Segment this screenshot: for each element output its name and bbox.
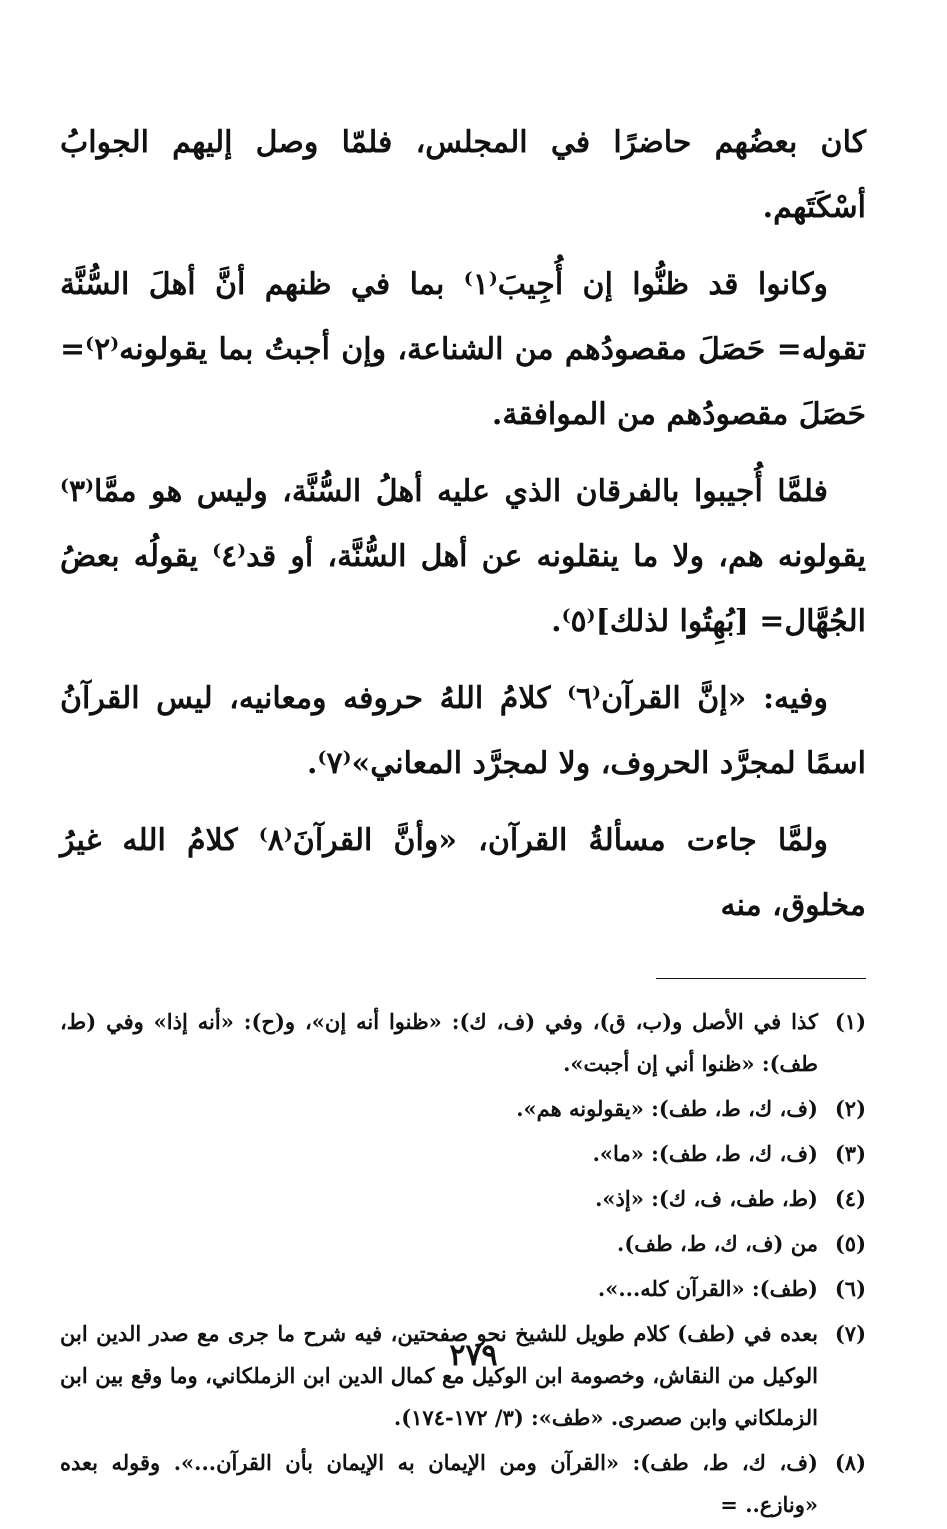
footnote — [60, 1442, 866, 1526]
footnote-text: (ط، طف، ف، ك): «إذ». — [595, 1186, 818, 1211]
paragraph: وفيه: «إنَّ القرآن⁽٦⁾ كلامُ اللهُ حروفه ومعانيه، ليس القرآنُ اسمًا لمجرَّد الحروف، ولا لمجرَّد المعاني»⁽٧⁾. — [60, 681, 866, 781]
footnote — [60, 1268, 866, 1310]
footnote-number: (٦) — [834, 1276, 866, 1301]
footnote-number: (١) — [834, 1009, 866, 1034]
footnote-number: (٣) — [834, 1141, 866, 1166]
footnote — [60, 1313, 866, 1439]
page-content — [60, 110, 866, 1529]
paragraph: فلمَّا أُجيبوا بالفرقان الذي عليه أهلُ السُّنَّة، وليس هو ممَّا⁽٣⁾ يقولونه هم، ولا ما ينقلونه عن أهل السُّنَّة، أو قد⁽٤⁾ يقولُه بعضُ الجُهَّال= [بُهِتُوا لذلك]⁽٥⁾. — [60, 474, 867, 639]
footnote — [60, 1178, 866, 1220]
main-text — [60, 110, 866, 938]
footnote-text: بعده في (طف) كلام طويل للشيخ نحو صفحتين، فيه شرح ما جرى مع صدر الدين ابن الوكيل من النقاش، وخصومة ابن الوكيل مع كمال الدين ابن الزملكاني، وما وقع بين ابن الزملكاني وابن صصرى. «طف»: (٣/ ١٧٢-١٧٤). — [60, 1321, 818, 1430]
footnote — [60, 1223, 866, 1265]
footnote-number: (٧) — [834, 1321, 866, 1346]
footnote-number: (٥) — [834, 1231, 866, 1256]
footnote-divider — [656, 978, 866, 979]
footnote — [60, 1088, 866, 1130]
page-number: ٢٧٩ — [449, 1338, 498, 1373]
footnote-text: من (ف، ك، ط، طف). — [617, 1231, 818, 1256]
paragraph: ولمَّا جاءت مسألةُ القرآن، «وأنَّ القرآنَ⁽٨⁾ كلامُ الله غيرُ مخلوق، منه — [60, 823, 866, 923]
footnote-text: كذا في الأصل و(ب، ق)، وفي (ف، ك): «ظنوا أنه إن»، و(ح): «أنه إذا» وفي (ط، طف): «ظنوا أني إن أجبت». — [60, 1009, 818, 1076]
footnote-text: (ف، ك، ط، طف): «يقولونه هم». — [516, 1096, 818, 1121]
footnote-number: (٨) — [834, 1450, 866, 1475]
paragraph: وكانوا قد ظنُّوا إن أُجِيبَ⁽١⁾ بما في ظنهم أنَّ أهلَ السُّنَّة تقوله= حَصَلَ مقصودُهم من الشناعة، وإن أجبتُ بما يقولونه⁽٢⁾= حَصَلَ مقصودُهم من الموافقة. — [60, 267, 866, 432]
footnote — [60, 1001, 866, 1085]
footnote-text: (ف، ك، ط، طف): «ما». — [592, 1141, 818, 1166]
footnotes — [60, 1001, 866, 1526]
paragraph: كان بعضُهم حاضرًا في المجلس، فلمّا وصل إليهم الجوابُ أسْكَتَهم. — [60, 125, 866, 225]
footnote-number: (٢) — [834, 1096, 866, 1121]
footnote-text: (ف، ك، ط، طف): «القرآن ومن الإيمان به الإيمان بأن القرآن...». وقوله بعده «ونازع.. = — [60, 1450, 818, 1517]
footnote — [60, 1133, 866, 1175]
footnote-text: (طف): «القرآن كله...». — [597, 1276, 818, 1301]
footnote-number: (٤) — [834, 1186, 866, 1211]
